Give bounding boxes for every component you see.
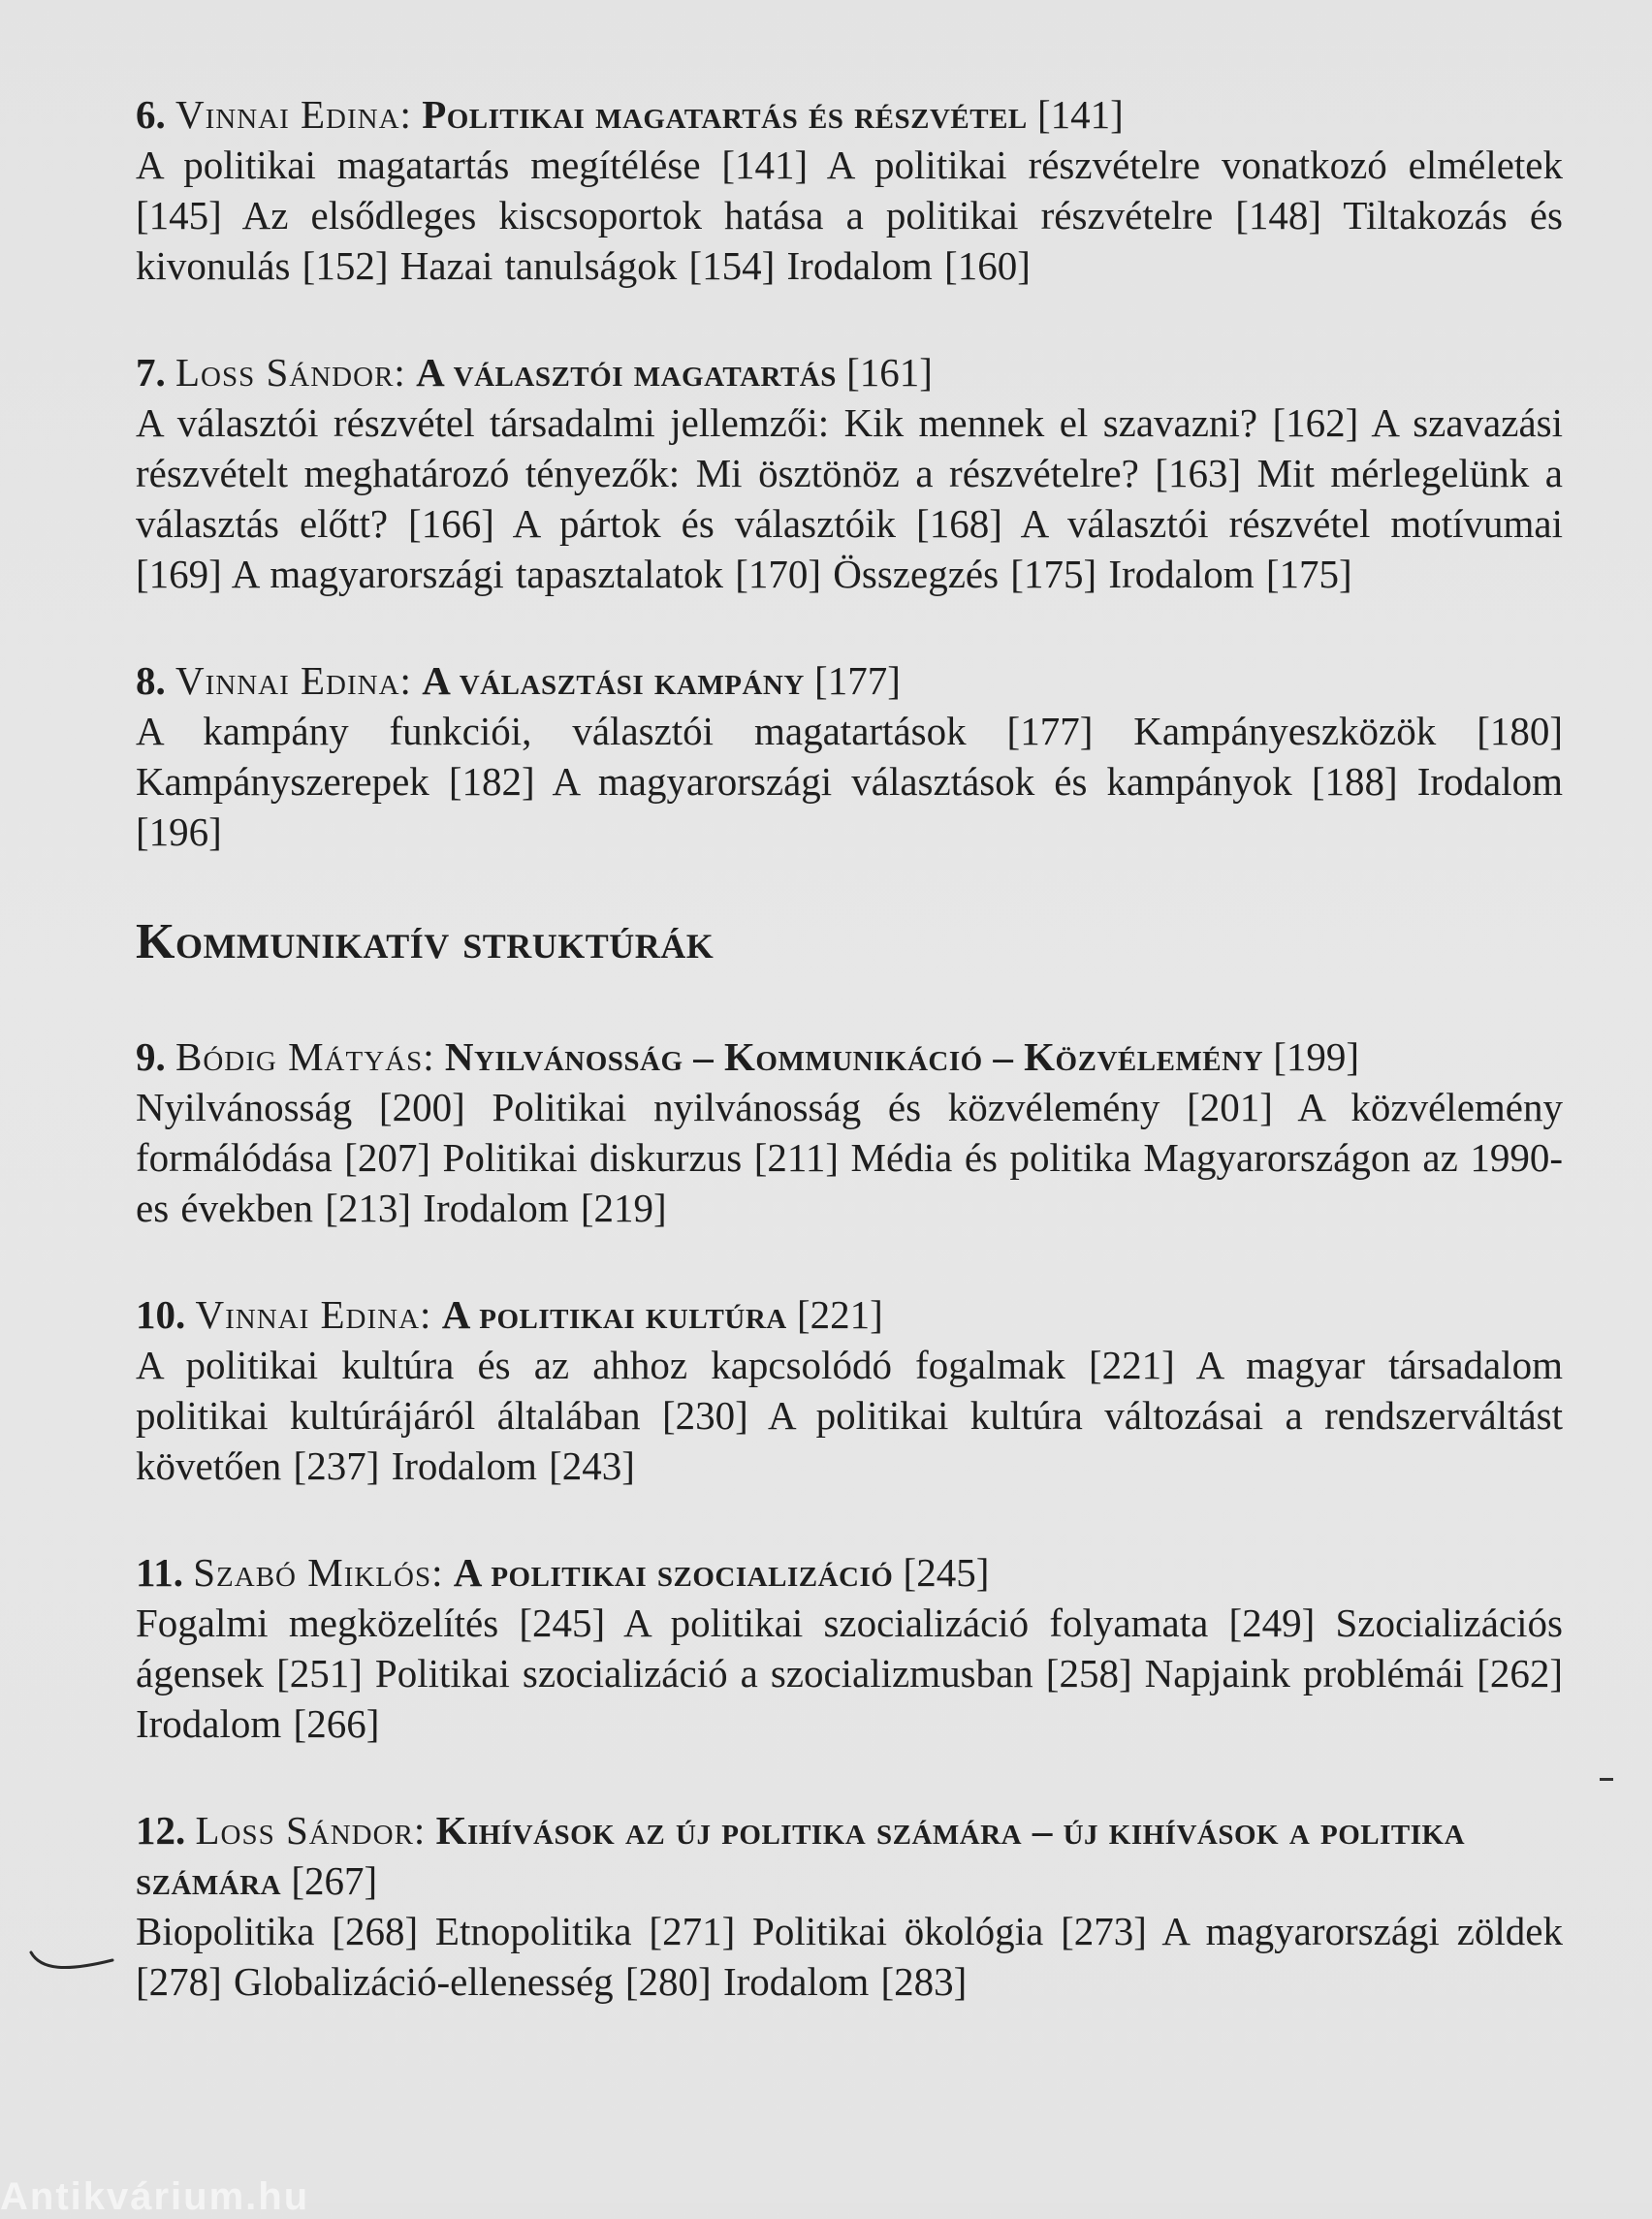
entry-page: [141]	[1037, 92, 1124, 137]
entry-heading	[136, 1805, 1563, 1906]
entry-number: 10.	[136, 1292, 186, 1337]
entry-title: A választói magatartás	[416, 350, 837, 395]
entry-subsections: Nyilvánosság [200] Politikai nyilvánosság és közvélemény [201] A közvélemény formálódása [207] Politikai diskurzus [211] Média és politika Magyarországon az 1990-es években [213] Irodalom [219]	[136, 1085, 1563, 1230]
entry-subsections: A politikai magatartás megítélése [141] A politikai részvételre vonatkozó elméletek [145] Az elsődleges kiscsoportok hatása a politikai részvételre [148] Tiltakozás és kivonulás [152] Hazai tanulságok [154] Irodalom [160]	[136, 143, 1563, 288]
margin-dash-icon	[1600, 1778, 1613, 1781]
entry-number: 11.	[136, 1550, 183, 1595]
pencil-mark-icon	[27, 1947, 116, 1985]
entry-heading	[136, 655, 1563, 706]
entry-heading	[136, 347, 1563, 397]
entry-page: [161]	[846, 350, 933, 395]
toc-entry-9	[136, 1031, 1563, 1233]
entry-page: [199]	[1273, 1034, 1360, 1079]
entry-author: Vinnai Edina:	[175, 658, 412, 703]
entry-page: [221]	[796, 1292, 883, 1337]
entry-heading	[136, 89, 1563, 140]
watermark: Antikvárium.hu	[0, 2175, 310, 2218]
entry-title: A választási kampány	[422, 658, 805, 703]
toc-entry-8	[136, 655, 1563, 857]
entry-heading	[136, 1289, 1563, 1340]
entry-subsections: A politikai kultúra és az ahhoz kapcsolódó fogalmak [221] A magyar társadalom politikai kultúrájáról általában [230] A politikai kultúra változásai a rendszerváltást követően [237] Irodalom [243]	[136, 1343, 1563, 1488]
entry-title: Nyilvánosság – Kommunikáció – Közvélemény	[444, 1034, 1264, 1079]
entry-heading	[136, 1547, 1563, 1598]
toc-entry-6	[136, 89, 1563, 291]
entry-subsections: Fogalmi megközelítés [245] A politikai szocializáció folyamata [249] Szocializációs ágensek [251] Politikai szocializáció a szocializmusban [258] Napjaink problémái [262] Irodalom [266]	[136, 1601, 1563, 1746]
entry-author: Szabó Miklós:	[193, 1550, 444, 1595]
table-of-contents-page	[136, 89, 1563, 2063]
entry-author: Bódig Mátyás:	[175, 1034, 435, 1079]
entry-title: A politikai szocializáció	[453, 1550, 894, 1595]
entry-subsections: A választói részvétel társadalmi jellemzői: Kik mennek el szavazni? [162] A szavazási részvételt meghatározó tényezők: Mi ösztönöz a részvételre? [163] Mit mérlegelünk a választás előtt? [166] A pártok és választóik [168] A választói részvétel motívumai [169] A magyarországi tapasztalatok [170] Összegzés [175] Irodalom [175]	[136, 400, 1563, 596]
entry-page: [245]	[903, 1550, 990, 1595]
entry-number: 9.	[136, 1034, 166, 1079]
entry-subsections: Biopolitika [268] Etnopolitika [271] Politikai ökológia [273] A magyarországi zöldek [278] Globalizáció-ellenesség [280] Irodalom [283]	[136, 1909, 1563, 2004]
entry-title: A politikai kultúra	[441, 1292, 787, 1337]
toc-entry-11	[136, 1547, 1563, 1749]
entry-author: Loss Sándor:	[175, 350, 406, 395]
entry-number: 7.	[136, 350, 166, 395]
entry-subsections: A kampány funkciói, választói magatartások [177] Kampányeszközök [180] Kampányszerepek [182] A magyarországi választások és kampányok [188] Irodalom [196]	[136, 709, 1563, 854]
entry-heading	[136, 1031, 1563, 1082]
entry-title: Politikai magatartás és részvétel	[422, 92, 1028, 137]
entry-number: 6.	[136, 92, 166, 137]
entry-title: Kihívások az új politika számára – új kihívások a politika számára	[136, 1808, 1466, 1903]
entry-number: 12.	[136, 1808, 186, 1853]
entry-author: Loss Sándor:	[195, 1808, 427, 1853]
entry-author: Vinnai Edina:	[195, 1292, 432, 1337]
entry-number: 8.	[136, 658, 166, 703]
entry-page: [267]	[291, 1858, 378, 1903]
entry-page: [177]	[814, 658, 901, 703]
entry-author: Vinnai Edina:	[175, 92, 412, 137]
section-title: Kommunikatív struktúrák	[136, 914, 715, 969]
toc-entry-7	[136, 347, 1563, 599]
toc-entry-12	[136, 1805, 1563, 2007]
toc-entry-10	[136, 1289, 1563, 1491]
